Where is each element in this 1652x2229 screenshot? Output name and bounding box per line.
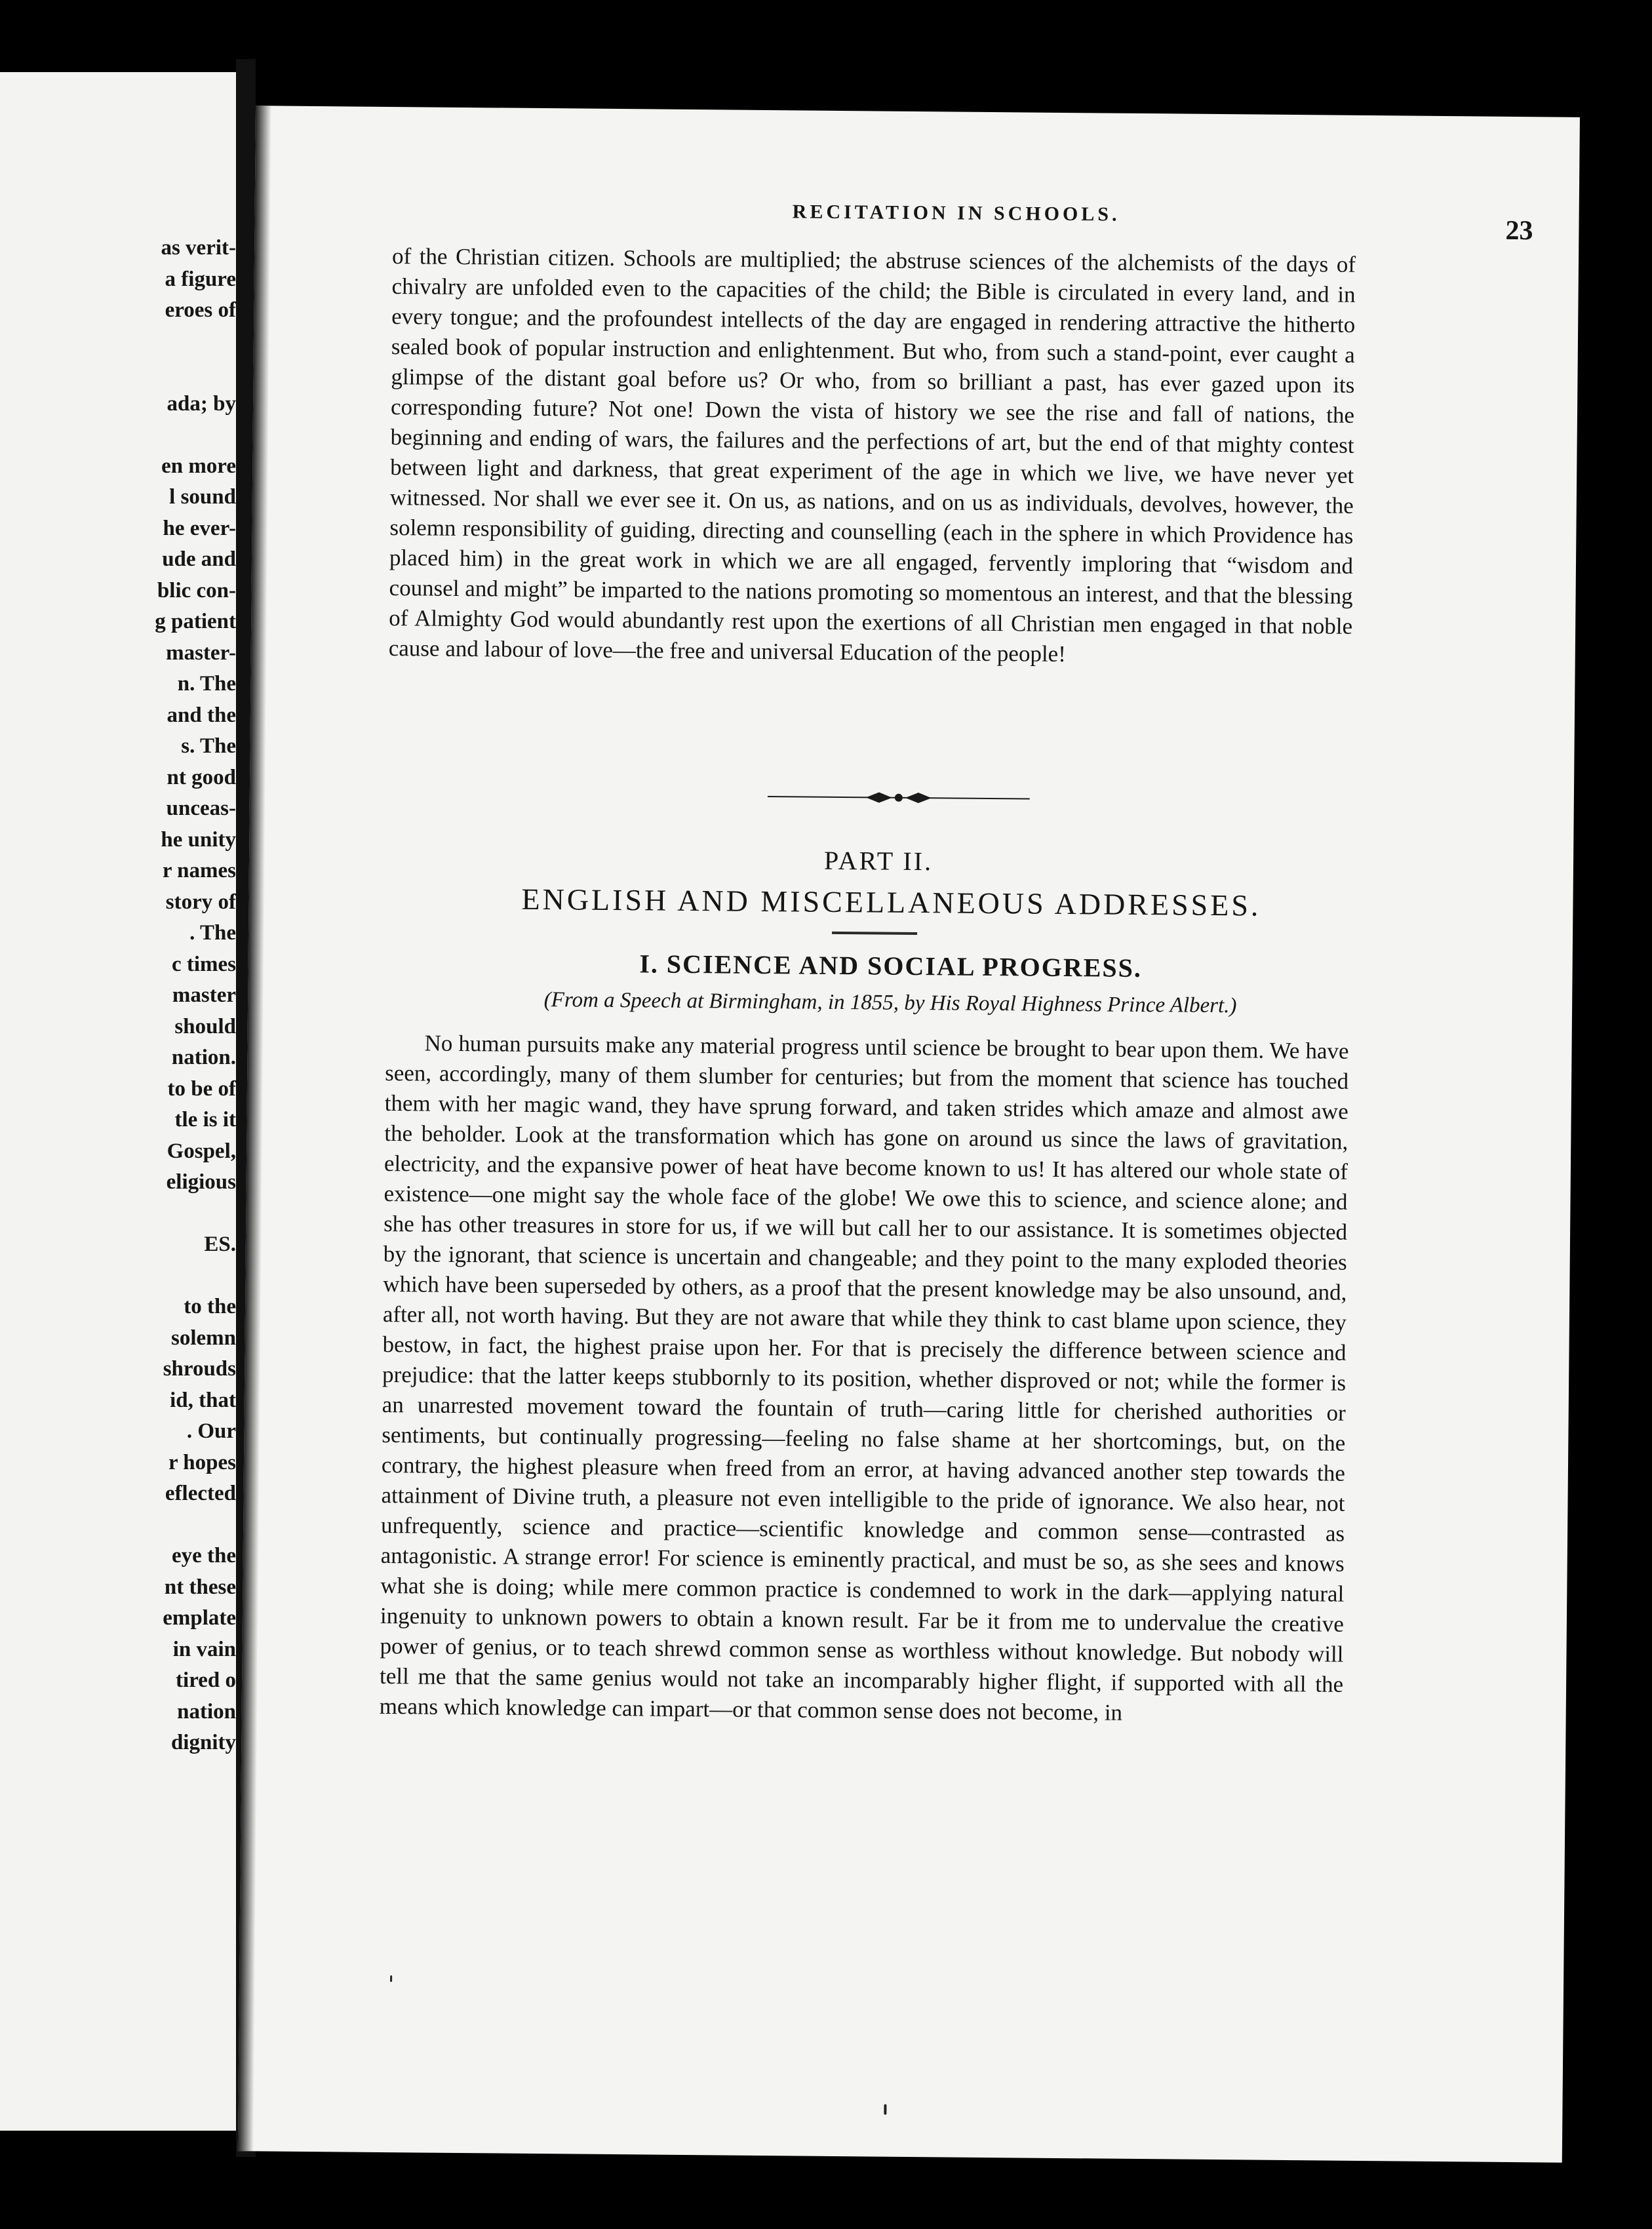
left-page-line: should [174, 1014, 236, 1038]
left-page-line: dignity [170, 1731, 236, 1754]
left-page-line: master [172, 983, 236, 1007]
left-page-line: ES. [204, 1233, 236, 1256]
left-page-line: nt good [167, 765, 236, 789]
left-page-fragment [0, 72, 244, 2131]
left-page-line: tle is it [174, 1108, 236, 1132]
left-page-line: master- [166, 641, 236, 665]
left-page-line: blic con- [157, 578, 236, 602]
left-page-line: c times [171, 952, 236, 976]
left-page-line: to the [184, 1295, 236, 1318]
left-page-line: s. The [181, 734, 236, 758]
left-page-line: eye the [171, 1544, 236, 1568]
left-page-line: in vain [172, 1637, 236, 1661]
left-page-line: he ever- [163, 516, 236, 540]
top-paragraph-block [389, 241, 1356, 672]
page-number: 23 [1505, 215, 1533, 247]
body-paragraph: No human pursuits make any material progress until science be brought to bear upon them. We have seen, accordingly, many of them slumber for centuries; but from the moment that science has touched them with her magic wand, they have sprung forward, and taken strides which amaze and almost awe the beholder. Look at the transformation which has gone on around us since the laws of gravitation, electricity, and the expansive power of heat have become known to us! It has altered our whole state of existence—one might say the whole face of the globe! We owe this to science, and science alone; and she has other treasures in store for us, if we will but call her to our assistance. It is sometimes objected by the ignorant, that science is uncertain and changeable; and they point to the many exploded theories which have been superseded by others, as a proof that the present knowledge may be also unsound, and, after all, not worth having. But they are not aware that while they think to cast blame upon science, they bestow, in fact, the highest praise upon her. For that is precisely the difference between science and prejudice: that the latter keeps stubbornly to its position, whether disproved or not; while the former is an unarrested movement toward the fountain of truth—caring little for cherished authorities or sentiments, but continually progressing—feeling no false shame at her shortcomings, but, on the contrary, the highest pleasure when freed from an error, at having advanced another step towards the attainment of Divine truth, a pleasure not even intelligible to the pride of ignorance. We also hear, not unfrequently, science and practice—scientific knowledge and common sense—contrasted as antagonistic. A strange error! For science is eminently practical, and must be so, as she sees and knows what she is doing; while mere common practice is condemned to work in the dark—applying natural ingenuity to unknown powers to obtain a known result. Far be it from me to undervalue the creative power of genius, or to teach shrewd common sense as worthless without knowledge. But nobody will tell me that the same genius would not take an incomparably higher flight, if supported with all the means which knowledge can impart—or that common sense does not become, in [379, 1030, 1349, 1726]
left-page-line: story of [165, 890, 236, 914]
left-page-line: l sound [169, 485, 236, 509]
left-page-line: . The [189, 921, 236, 945]
left-page-line: ada; by [167, 391, 236, 416]
left-page-line: eligious [166, 1170, 236, 1194]
left-page-line: eroes of [165, 298, 236, 322]
running-head: RECITATION IN SCHOOLS. [792, 201, 1120, 226]
top-paragraph: of the Christian citizen. Schools are multiplied; the abstruse sciences of the alchemists of the days of chivalry are unfolded even to the capacities of the child; the Bible is circulated in every land, and in every tongue; and the profoundest intellects of the day are engaged in rendering attractive the hitherto sealed book of popular instruction and enlightenment. But who, from such a stand-point, ever caught a glimpse of the distant goal before us? Or who, from so brilliant a past, has ever gazed upon its corresponding future? Not one! Down the vista of history we see the rise and fall of nations, the beginning and ending of wars, the failures and the perfections of art, but the end of that mighty contest between light and darkness, that great experiment of the age in which we live, we have never yet witnessed. Nor shall we ever see it. On us, as nations, and on us as individuals, devolves, however, the solemn responsibility of guiding, directing and counselling (each in the sphere in which Providence has placed him) in the great work in which we are all engaged, fervently imploring that “wisdom and counsel and might” be imparted to the nations promoting so momentous an interest, and that the blessing of Almighty God would abundantly rest upon the exertions of all Christian men engaged in that noble cause and labour of love—the free and universal Education of the people! [388, 243, 1356, 667]
left-page-line: . Our [186, 1419, 236, 1443]
left-page-line: a figure [165, 267, 236, 291]
scan-speck [390, 1975, 392, 1982]
left-page-line: ude and [162, 547, 236, 571]
left-page-line: and the [167, 703, 236, 727]
left-page-line: emplate [163, 1606, 236, 1630]
left-page-line: n. The [177, 672, 236, 696]
left-page-line: Gospel, [167, 1139, 236, 1163]
left-page-line: r hopes [168, 1450, 236, 1474]
chapter-title: I. SCIENCE AND SOCIAL PROGRESS. [639, 949, 1143, 983]
left-page-line: nt these [164, 1575, 236, 1599]
source-note: (From a Speech at Birmingham, in 1855, by His Royal Highness Prince Albert.) [543, 988, 1237, 1018]
scan-speck [884, 2104, 886, 2115]
main-page [238, 106, 1580, 2163]
ornament-divider [768, 789, 1030, 806]
left-page-line: shrouds [163, 1357, 236, 1381]
body-paragraph-block [380, 1028, 1349, 1730]
left-page-line: en more [161, 454, 236, 478]
left-page-line: solemn [171, 1326, 236, 1350]
left-page-line: g patient [155, 610, 236, 633]
left-page-line: nation [177, 1699, 236, 1724]
left-page-line: to be of [167, 1076, 236, 1101]
part-label: PART II. [823, 845, 934, 877]
left-page-line: id, that [170, 1388, 236, 1412]
left-page-line: unceas- [166, 797, 236, 820]
left-page-line: nation. [171, 1046, 236, 1069]
left-page-line: tired o [176, 1668, 236, 1692]
section-title: ENGLISH AND MISCELLANEOUS ADDRESSES. [521, 882, 1261, 922]
title-rule [832, 932, 917, 935]
left-page-line: eflected [165, 1482, 236, 1505]
left-page-line: r names [162, 859, 236, 882]
left-page-line: he unity [161, 827, 236, 852]
left-page-line: as verit- [161, 236, 236, 260]
